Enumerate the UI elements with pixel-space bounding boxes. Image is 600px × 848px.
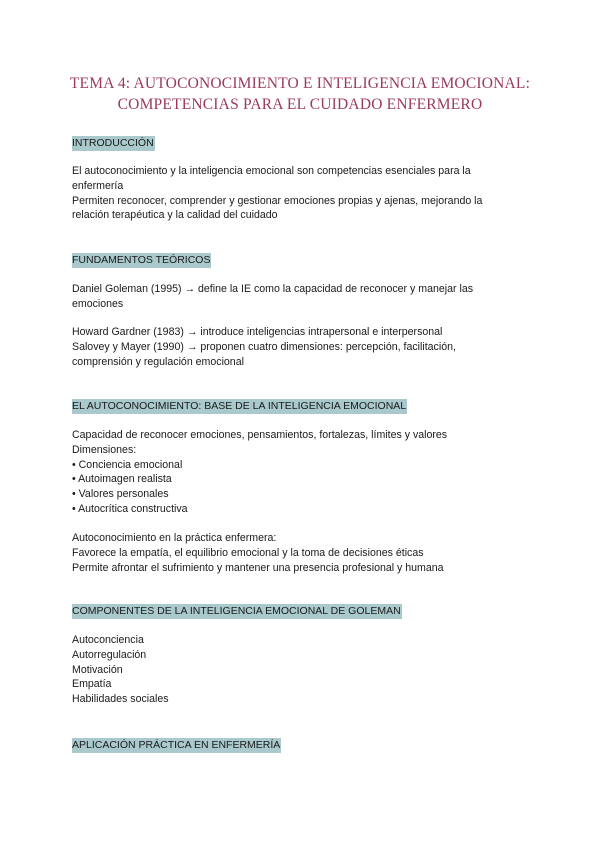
list-item: Empatía	[72, 678, 112, 691]
text-line: Autoconocimiento en la práctica enfermera:	[72, 532, 277, 544]
text-line: emociones	[72, 297, 124, 310]
heading-fundamentos: FUNDAMENTOS TEÓRICOS	[72, 254, 211, 266]
text-line: relación terapéutica y la calidad del cuidado	[72, 209, 278, 222]
heading-aplicacion: APLICACIÓN PRÁCTICA EN ENFERMERÍA	[72, 739, 281, 751]
title-line-2: COMPETENCIAS PARA EL CUIDADO ENFERMERO	[117, 96, 483, 113]
text-line: Favorece la empatía, el equilibrio emocional y la toma de decisiones éticas	[72, 546, 424, 559]
goleman-paragraph	[72, 282, 542, 312]
text-line: Permiten reconocer, comprender y gestionar emociones propias y ajenas, mejorando la	[72, 194, 483, 207]
text-line: Capacidad de reconocer emociones, pensamientos, fortalezas, límites y valores	[72, 429, 448, 441]
text-line: Permite afrontar el sufrimiento y mantener una presencia profesional y humana	[72, 561, 444, 574]
text-line: enfermería	[72, 179, 124, 192]
heading-autoconocimiento: EL AUTOCONOCIMIENTO: BASE DE LA INTELIGENCIA EMOCIONAL	[72, 400, 407, 412]
text-line: Dimensiones:	[72, 443, 137, 456]
list-item: • Valores personales	[72, 488, 169, 501]
text-line: Daniel Goleman (1995) → define la IE como la capacidad de reconocer y manejar las	[72, 283, 474, 295]
text-line: El autoconocimiento y la inteligencia emocional son competencias esenciales para la	[72, 165, 471, 177]
list-item: Motivación	[72, 663, 123, 676]
list-item: • Autocrítica constructiva	[72, 502, 188, 515]
autoconocimiento-list	[72, 428, 542, 517]
document-title	[40, 73, 560, 115]
title-line-1: TEMA 4: AUTOCONOCIMIENTO E INTELIGENCIA EMOCIONAL:	[69, 75, 531, 92]
intro-paragraph	[72, 164, 542, 223]
heading-introduccion: INTRODUCCIÓN	[72, 137, 154, 149]
componentes-list	[72, 633, 542, 707]
list-item: Autorregulación	[72, 648, 147, 661]
list-item: • Conciencia emocional	[72, 458, 183, 471]
practice-paragraph	[72, 531, 542, 575]
list-item: • Autoimagen realista	[72, 473, 172, 486]
text-line: Salovey y Mayer (1990) → proponen cuatro dimensiones: percepción, facilitación,	[72, 340, 456, 353]
theorists-paragraph	[72, 325, 542, 369]
list-item: Habilidades sociales	[72, 693, 169, 706]
heading-componentes: COMPONENTES DE LA INTELIGENCIA EMOCIONAL DE GOLEMAN	[72, 605, 401, 617]
list-item: Autoconciencia	[72, 634, 144, 646]
text-line: Howard Gardner (1983) → introduce inteligencias intrapersonal e interpersonal	[72, 326, 443, 338]
text-line: comprensión y regulación emocional	[72, 355, 244, 368]
